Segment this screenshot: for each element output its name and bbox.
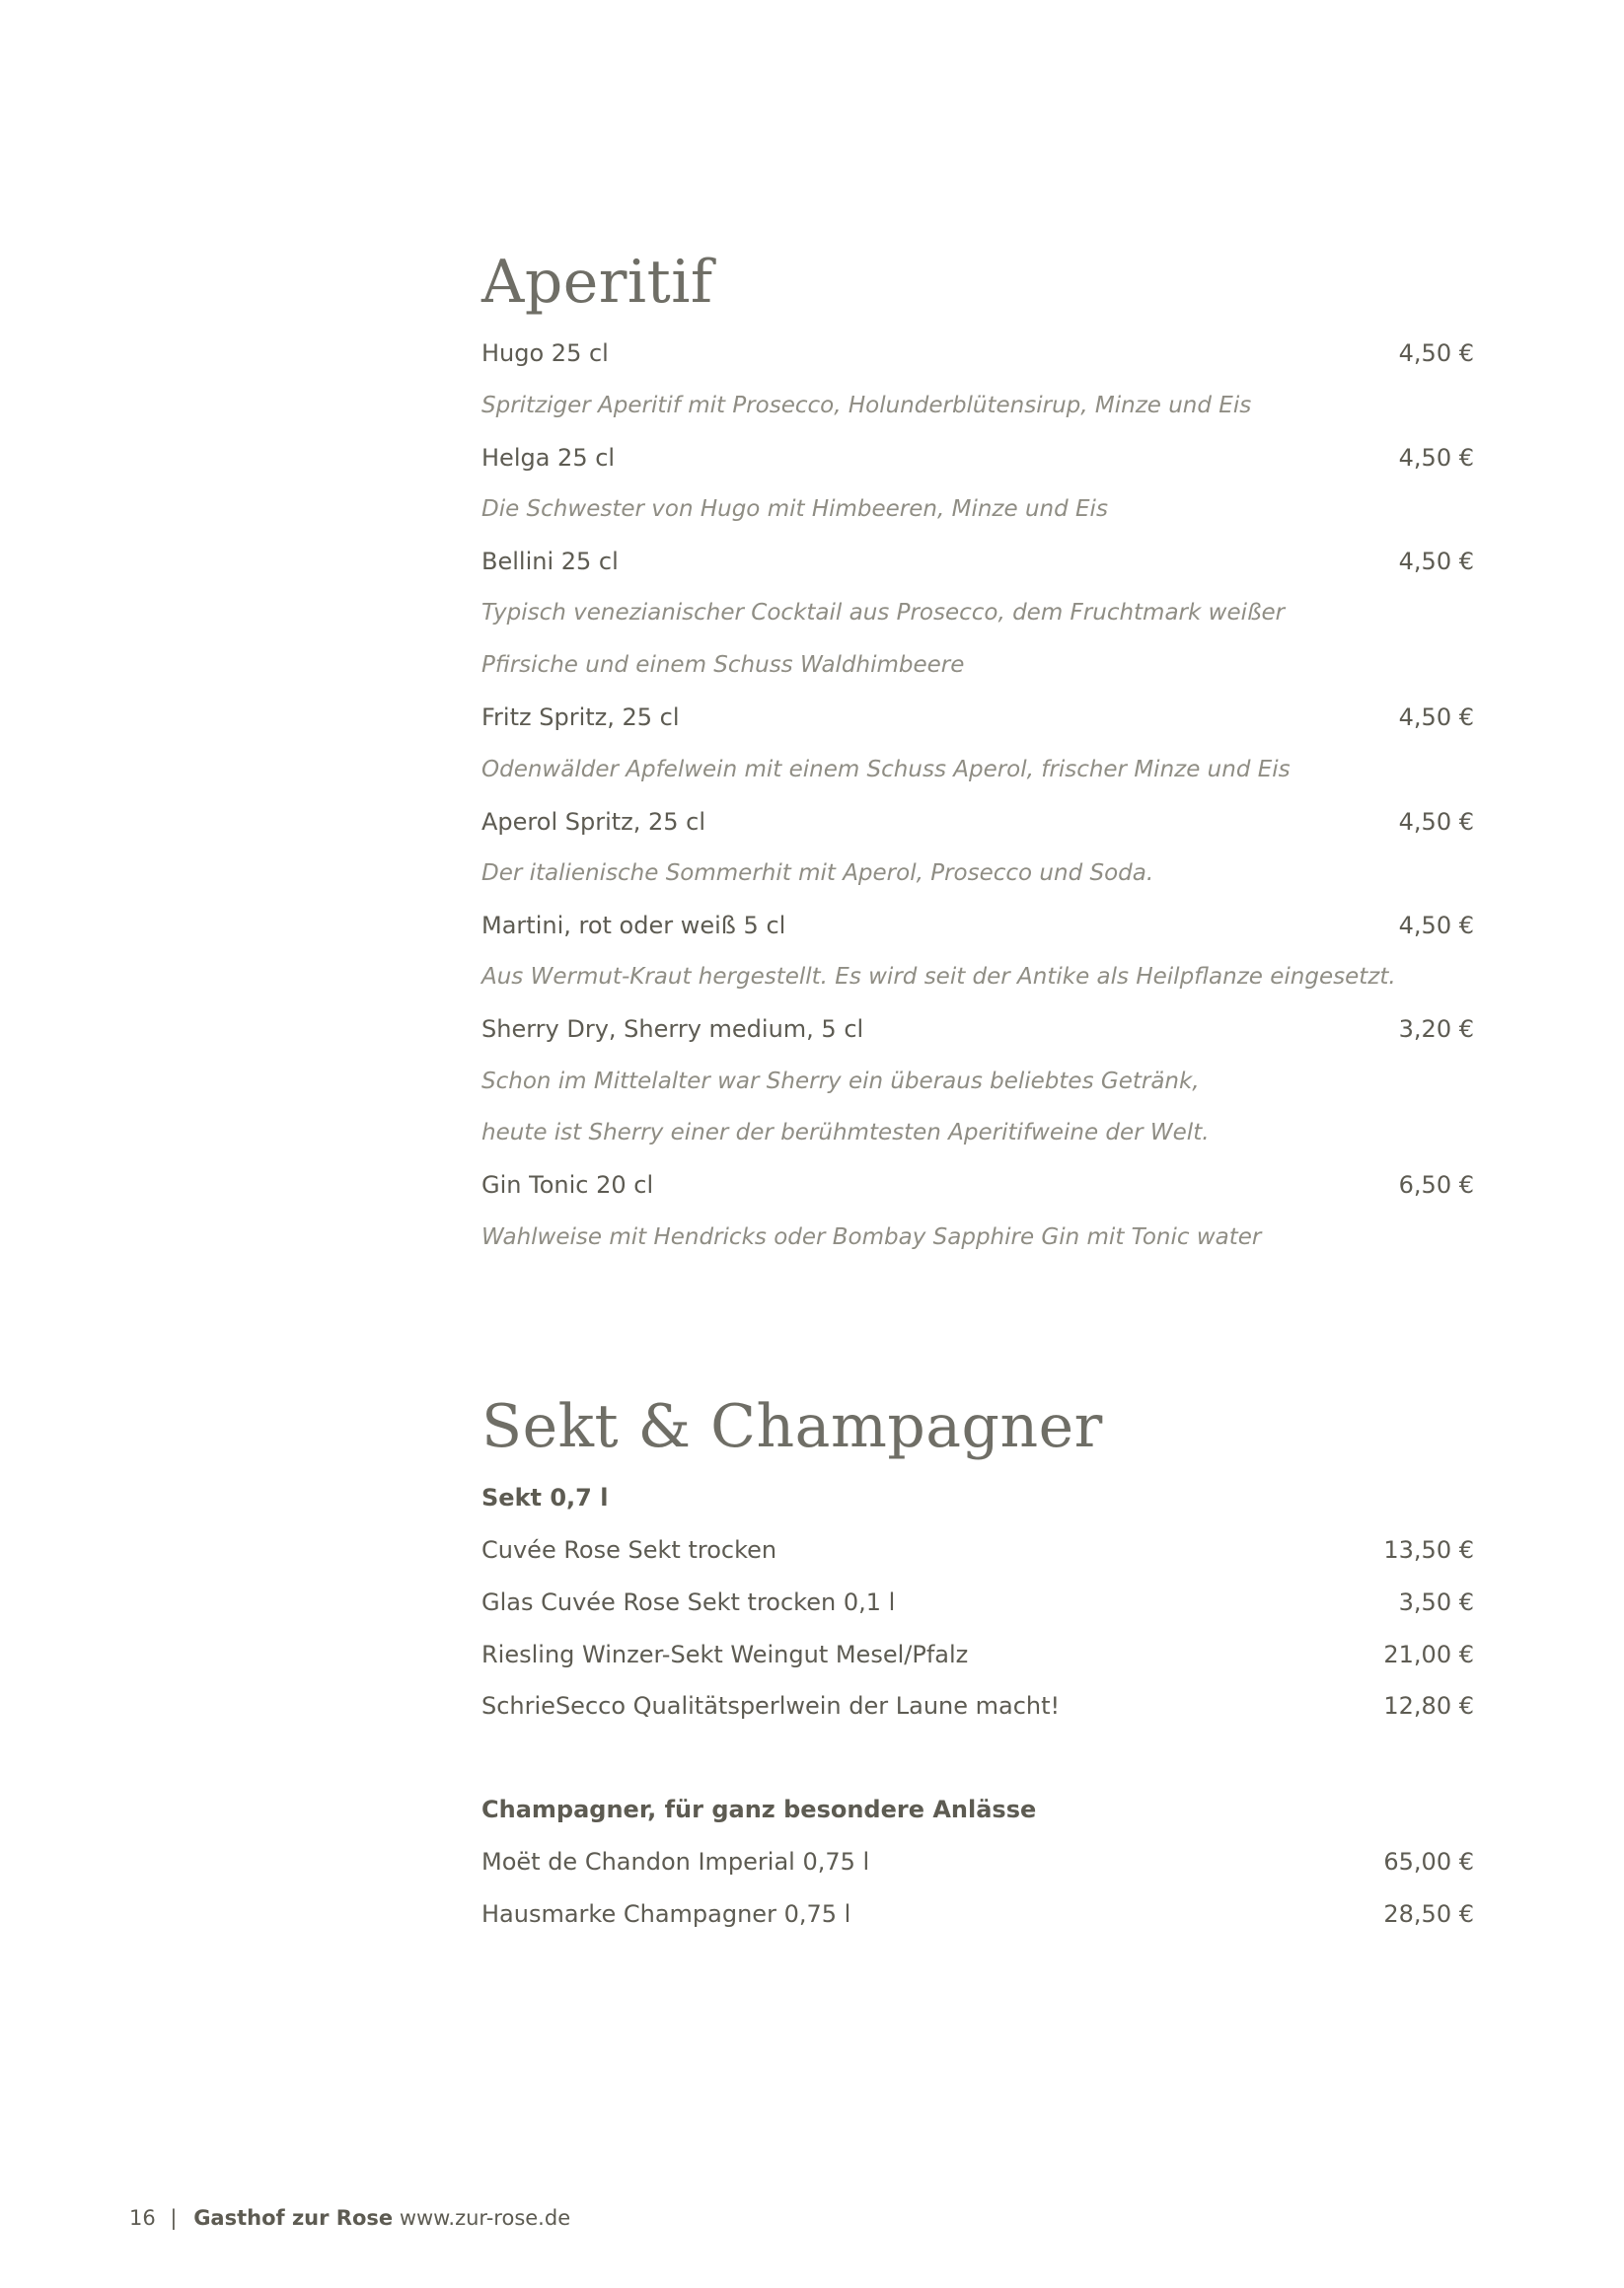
item-name: Gin Tonic 20 cl [481, 1171, 654, 1200]
menu-item [481, 795, 1474, 848]
item-name: Hausmarke Champagner 0,75 l [481, 1899, 851, 1928]
item-name: Fritz Spritz, 25 cl [481, 703, 680, 732]
footer-brand: Gasthof zur Rose [193, 2206, 394, 2230]
item-name: Aperol Spritz, 25 cl [481, 807, 706, 836]
item-price: 21,00 € [1383, 1640, 1474, 1668]
item-name: Bellini 25 cl [481, 548, 619, 576]
section-spacer [481, 1263, 1474, 1381]
item-price: 4,50 € [1398, 443, 1474, 472]
item-price: 4,50 € [1398, 911, 1474, 939]
menu-item [481, 900, 1474, 952]
item-description: Der italienische Sommerhit mit Aperol, Prosecco und Soda. [481, 859, 1154, 886]
group-heading: Sekt 0,7 l [481, 1484, 609, 1513]
item-name: Martini, rot oder weiß 5 cl [481, 911, 786, 939]
menu-item [481, 1628, 1474, 1680]
item-price: 3,20 € [1398, 1015, 1474, 1044]
menu-item [481, 1003, 1474, 1056]
menu-item [481, 1577, 1474, 1629]
item-price: 6,50 € [1398, 1171, 1474, 1200]
menu-item [481, 1524, 1474, 1577]
menu-item [481, 1887, 1474, 1940]
item-description: Schon im Mittelalter war Sherry ein überaus beliebtes Getränk, [481, 1068, 1200, 1094]
page-number: 16 [129, 2206, 156, 2230]
item-description: Die Schwester von Hugo mit Himbeeren, Minze und Eis [481, 496, 1108, 523]
section-title-aperitif: Aperitif [481, 248, 713, 317]
menu-item [481, 692, 1474, 744]
item-name: Cuvée Rose Sekt trocken [481, 1536, 777, 1565]
item-description: Odenwälder Apfelwein mit einem Schuss Aperol, frischer Minze und Eis [481, 756, 1291, 782]
item-name: Hugo 25 cl [481, 339, 609, 368]
item-description: heute ist Sherry einer der berühmtesten Aperitifweine der Welt. [481, 1120, 1210, 1146]
aperitif-list [481, 328, 1474, 1263]
section-title-sekt-champagner: Sekt & Champagner [481, 1392, 1103, 1462]
item-price: 4,50 € [1398, 703, 1474, 732]
item-name: Moët de Chandon Imperial 0,75 l [481, 1847, 870, 1876]
item-price: 4,50 € [1398, 807, 1474, 836]
menu-page [481, 237, 1474, 1940]
item-description: Typisch venezianischer Cocktail aus Prosecco, dem Fruchtmark weißer [481, 600, 1286, 627]
item-price: 13,50 € [1383, 1536, 1474, 1565]
item-price: 65,00 € [1383, 1847, 1474, 1876]
group-heading: Champagner, für ganz besondere Anlässe [481, 1795, 1037, 1823]
item-name: Riesling Winzer-Sekt Weingut Mesel/Pfalz [481, 1640, 969, 1668]
footer-url: www.zur-rose.de [399, 2206, 571, 2230]
group-spacer [481, 1733, 1474, 1784]
menu-item [481, 1159, 1474, 1212]
item-description: Aus Wermut-Kraut hergestellt. Es wird seit der Antike als Heilpflanze eingesetzt. [481, 964, 1396, 991]
item-price: 28,50 € [1383, 1899, 1474, 1928]
sekt-list [481, 1472, 1474, 1940]
item-description: Pfirsiche und einem Schuss Waldhimbeere [481, 652, 965, 679]
item-price: 3,50 € [1398, 1588, 1474, 1617]
item-name: Glas Cuvée Rose Sekt trocken 0,1 l [481, 1588, 896, 1617]
item-description: Wahlweise mit Hendricks oder Bombay Sapphire Gin mit Tonic water [481, 1223, 1262, 1250]
menu-item [481, 536, 1474, 588]
item-price: 4,50 € [1398, 548, 1474, 576]
menu-item [481, 1836, 1474, 1888]
item-name: SchrieSecco Qualitätsperlwein der Laune macht! [481, 1692, 1061, 1721]
item-description: Spritziger Aperitif mit Prosecco, Holunderblütensirup, Minze und Eis [481, 392, 1252, 418]
item-name: Sherry Dry, Sherry medium, 5 cl [481, 1015, 864, 1044]
item-price: 4,50 € [1398, 339, 1474, 368]
menu-item [481, 1680, 1474, 1733]
item-price: 12,80 € [1383, 1692, 1474, 1721]
item-name: Helga 25 cl [481, 443, 616, 472]
page-footer [129, 2206, 570, 2230]
footer-separator: | [170, 2206, 178, 2230]
menu-item [481, 431, 1474, 483]
menu-item [481, 328, 1474, 380]
